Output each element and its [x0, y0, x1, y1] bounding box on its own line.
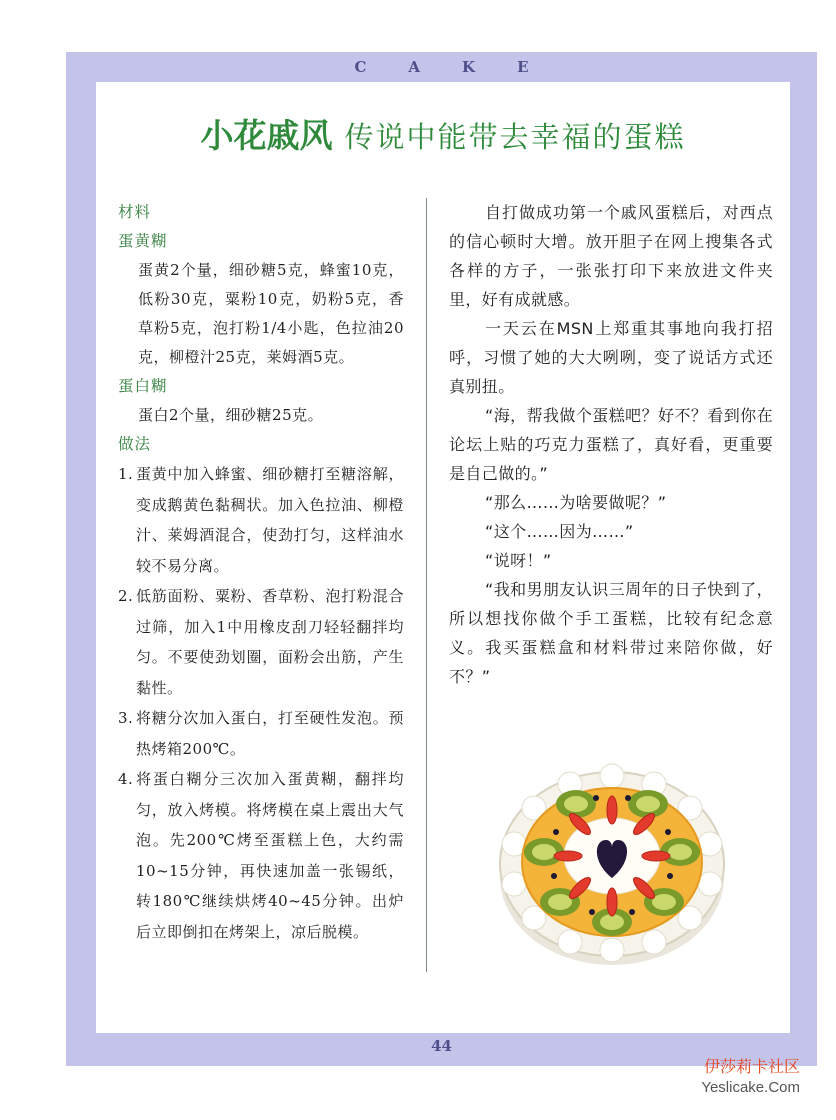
yolk-batter-ingredients: 蛋黄2个量，细砂糖5克，蜂蜜10克，低粉30克，粟粉10克，奶粉5克，香草粉5克，泡打粉1/4小匙，色拉油20克，柳橙汁25克，莱姆酒5克。 [138, 261, 404, 366]
watermark-site-name: 伊莎莉卡社区 [703, 1057, 800, 1076]
story-paragraph: “那么……为啥要做呢？” [485, 493, 667, 512]
story-paragraph: “这个……因为……” [485, 522, 634, 541]
story-paragraph: “说呀！” [485, 551, 552, 570]
column-divider [426, 198, 427, 972]
header-label: CAKE [354, 58, 571, 76]
step-text: 将糖分次加入蛋白，打至硬性发泡。预热烤箱200℃。 [136, 709, 404, 758]
story-column [449, 198, 773, 691]
story-paragraph: “海，帮我做个蛋糕吧？好不？看到你在论坛上贴的巧克力蛋糕了，真好看，更重要是自己做的。” [449, 406, 773, 483]
method-step [118, 459, 404, 581]
method-step [118, 581, 404, 703]
story-paragraph: “我和男朋友认识三周年的日子快到了，所以想找你做个手工蛋糕，比较有纪念意义。我买蛋糕盒和材料带过来陪你做，好不？” [449, 580, 773, 686]
yolk-batter-heading: 蛋黄糊 [118, 232, 168, 250]
white-batter-heading: 蛋白糊 [118, 377, 168, 395]
page-number: 44 [431, 1037, 452, 1055]
step-number: 4. [118, 770, 134, 788]
step-number: 1. [118, 465, 134, 483]
step-number: 3. [118, 709, 134, 727]
method-step [118, 764, 404, 947]
method-heading: 做法 [118, 435, 152, 453]
step-text: 蛋黄中加入蜂蜜、细砂糖打至糖溶解，变成鹅黄色黏稠状。加入色拉油、柳橙汁、莱姆酒混合，使劲打匀，这样油水较不易分离。 [136, 465, 404, 575]
title-subtitle: 传说中能带去幸福的蛋糕 [344, 120, 686, 154]
page-title [96, 110, 790, 160]
white-batter-ingredients: 蛋白2个量，细砂糖25克。 [138, 406, 324, 424]
ingredients-heading: 材料 [118, 203, 152, 221]
method-step [118, 703, 404, 764]
step-text: 低筋面粉、粟粉、香草粉、泡打粉混合过筛，加入1中用橡皮刮刀轻轻翻拌均匀。不要使劲划圈，面粉会出筋，产生黏性。 [136, 587, 404, 697]
story-paragraph: 一天云在MSN上郑重其事地向我打招呼，习惯了她的大大咧咧，变了说话方式还真别扭。 [449, 319, 773, 396]
title-main: 小花戚风 [200, 116, 333, 155]
story-paragraph: 自打做成功第一个戚风蛋糕后，对西点的信心顿时大增。放开胆子在网上搜集各式各样的方子，一张张打印下来放进文件夹里，好有成就感。 [449, 203, 773, 309]
recipe-column [118, 198, 404, 947]
cake-photo [494, 752, 734, 974]
watermark-site-url: Yeslicake.Com [701, 1079, 800, 1096]
step-text: 将蛋白糊分三次加入蛋黄糊，翻拌均匀，放入烤模。将烤模在桌上震出大气泡。先200℃烤至蛋糕上色，大约需10~15分钟，再快速加盖一张锡纸，转180℃继续烘烤40~45分钟。出炉后立即倒扣在烤架上，凉后脱模。 [136, 770, 404, 941]
step-number: 2. [118, 587, 134, 605]
